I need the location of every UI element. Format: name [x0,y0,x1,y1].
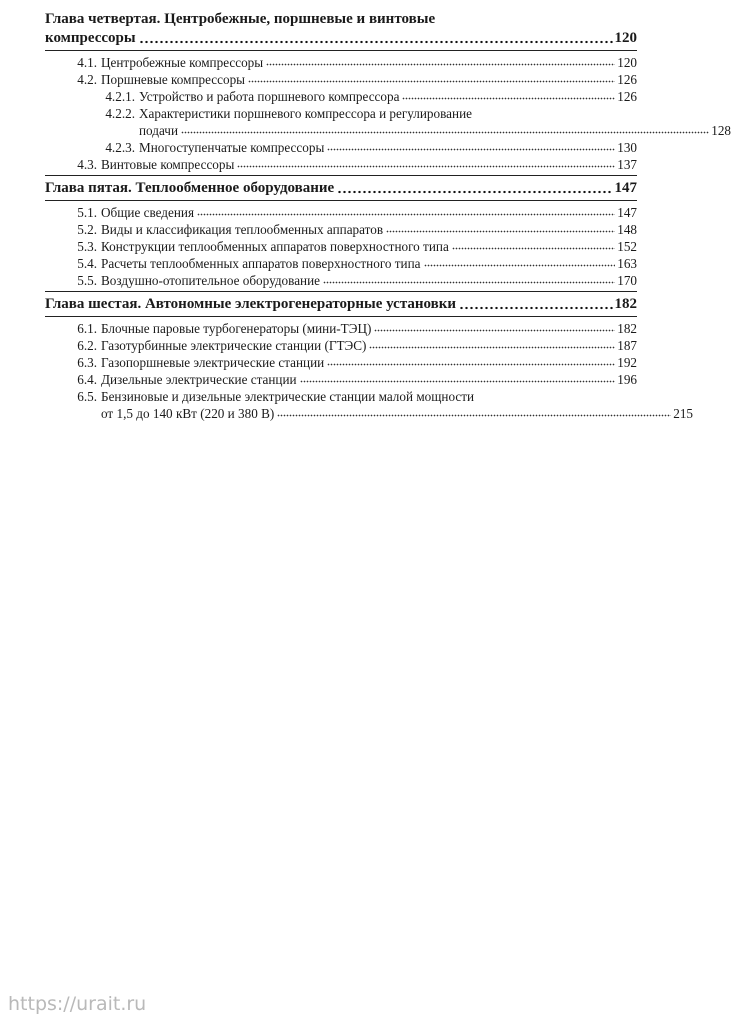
leader-dots [452,245,615,251]
entry-title: Воздушно-отопительное оборудование [101,273,321,288]
entry-title: Общие сведения [101,205,195,220]
toc-entry-6-1[interactable] [45,320,637,337]
entry-page: 192 [617,355,637,370]
watermark-url: https://urait.ru [8,993,147,1015]
entry-title-line1: Характеристики поршневого компрессора и регулирование [139,106,472,121]
leader-dots [327,361,615,367]
chapter-rule [45,200,637,201]
toc-entry-6-3[interactable] [45,354,637,371]
toc-entry-5-5[interactable] [45,272,637,289]
leader-dots [266,61,615,67]
leader-dots [424,262,616,268]
leader-dots [197,211,615,217]
leader-dots [277,412,671,418]
chapter-rule [45,175,637,176]
entry-number: 6.5. [77,389,97,404]
toc-entry-4-3[interactable] [45,156,637,173]
entry-number: 6.2. [77,338,97,353]
toc-entry-5-1[interactable] [45,204,637,221]
leader-dots [369,344,615,350]
leader-dots [181,129,709,135]
entry-page: 120 [617,55,637,70]
leader-dots [327,146,615,152]
entry-number: 4.2.3. [105,140,135,155]
leader-dots [300,378,616,384]
entry-title: Газопоршневые электрические станции [101,355,325,370]
entry-title: Центробежные компрессоры [101,55,264,70]
chapter-rule [45,50,637,51]
chapter-6-title: Глава шестая. Автономные электрогенераторные установки [45,296,457,312]
entry-page: 147 [617,205,637,220]
chapter-5-title: Глава пятая. Теплообменное оборудование [45,180,335,196]
entry-number: 5.4. [77,256,97,271]
entry-number: 4.2.2. [105,106,135,121]
toc-entry-6-5[interactable] [45,388,693,422]
chapter-4-heading[interactable] [45,10,637,48]
entry-title-line2: от 1,5 до 140 кВт (220 и 380 В) [101,406,275,421]
toc-entry-6-4[interactable] [45,371,637,388]
toc-entry-4-2[interactable] [45,71,637,88]
entry-title: Поршневые компрессоры [101,72,246,87]
entry-page: 163 [617,256,637,271]
leader-dots [337,189,612,194]
chapter-5-heading[interactable] [45,179,637,198]
entry-page: 126 [617,89,637,104]
leader-dots [139,39,613,44]
entry-title: Многоступенчатые компрессоры [139,140,325,155]
leader-dots [323,279,615,285]
chapter-4-title-line1: Глава четвертая. Центробежные, поршневые и винтовые [45,11,436,27]
entry-number: 5.5. [77,273,97,288]
entry-title: Виды и классификация теплообменных аппаратов [101,222,384,237]
chapter-6-page: 182 [614,296,637,312]
chapter-4-title-line2: компрессоры [45,30,136,46]
entry-number: 4.2.1. [105,89,135,104]
toc-entry-5-4[interactable] [45,255,637,272]
toc-entry-6-2[interactable] [45,337,637,354]
chapter-4-page: 120 [614,30,637,46]
entry-title: Винтовые компрессоры [101,157,235,172]
chapter-rule [45,316,637,317]
entry-page: 148 [617,222,637,237]
leader-dots [374,327,615,333]
toc-entry-4-2-3[interactable] [45,139,637,156]
toc-entry-4-2-1[interactable] [45,88,637,105]
entry-page: 187 [617,338,637,353]
entry-page: 128 [711,123,731,138]
entry-number: 6.1. [77,321,97,336]
toc-entry-5-2[interactable] [45,221,637,238]
toc-entry-4-1[interactable] [45,54,637,71]
entry-title: Блочные паровые турбогенераторы (мини-ТЭЦ) [101,321,372,336]
leader-dots [402,95,615,101]
entry-title-line2: подачи [139,123,178,138]
entry-title: Газотурбинные электрические станции (ГТЭС) [101,338,367,353]
entry-page: 152 [617,239,637,254]
entry-number: 4.2. [77,72,97,87]
leader-dots [386,228,615,234]
chapter-6-heading[interactable] [45,295,637,314]
entry-number: 5.1. [77,205,97,220]
entry-page: 196 [617,372,637,387]
entry-title-line1: Бензиновые и дизельные электрические станции малой мощности [101,389,475,404]
chapter-rule [45,291,637,292]
entry-number: 4.1. [77,55,97,70]
entry-page: 137 [617,157,637,172]
entry-title: Конструкции теплообменных аппаратов поверхностного типа [101,239,449,254]
leader-dots [237,163,615,169]
table-of-contents [45,10,731,422]
entry-page: 130 [617,140,637,155]
entry-number: 6.4. [77,372,97,387]
entry-number: 5.3. [77,239,97,254]
entry-number: 5.2. [77,222,97,237]
entry-title: Дизельные электрические станции [101,372,297,387]
entry-number: 4.3. [77,157,97,172]
entry-page: 182 [617,321,637,336]
entry-title: Расчеты теплообменных аппаратов поверхностного типа [101,256,421,271]
leader-dots [248,78,615,84]
entry-title: Устройство и работа поршневого компрессора [139,89,400,104]
leader-dots [459,305,612,310]
toc-entry-4-2-2[interactable] [45,105,731,139]
entry-page: 170 [617,273,637,288]
chapter-5-page: 147 [614,180,637,196]
toc-entry-5-3[interactable] [45,238,637,255]
entry-page: 215 [673,406,693,421]
entry-page: 126 [617,72,637,87]
entry-number: 6.3. [77,355,97,370]
